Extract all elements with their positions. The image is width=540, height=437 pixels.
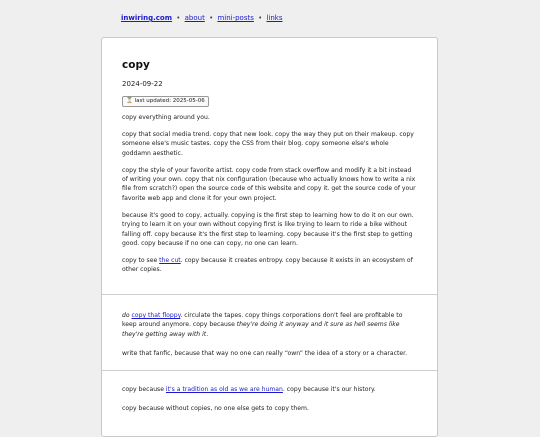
text: . circulate the tapes. copy things corporations don't feel are profitable to keep around anymore. copy because — [122, 312, 403, 329]
text: . copy because it's our history. — [282, 386, 376, 393]
top-nav — [121, 13, 283, 23]
post-section-3 — [122, 385, 419, 424]
paragraph: because it's good to copy, actually. copying is the first step to learning how to do it on our own. trying to learn it on your own without copying first is like trying to learn to ride a bike without falling off. copy because it's the first step to learning. copy because it's the first step to getting good. copy because if no one can copy, no one can learn. — [122, 211, 414, 247]
copy-that-floppy-link[interactable]: copy that floppy — [131, 312, 181, 319]
section-divider — [102, 294, 437, 295]
text: copy to see — [122, 256, 160, 264]
nav-separator: • — [209, 14, 214, 22]
paragraph: write that fanfic, because that way no one can really “own” the idea of a story or a character. — [122, 350, 408, 358]
paragraph: copy that social media trend. copy that new look. copy the way they put on their makeup. copy someone else's music tastes. copy the CSS from their blog. copy someone else's whole goddamn aesthetic. — [122, 130, 414, 157]
emphasis: they're doing it anyway and it sure as hell seems like they're getting away with it — [122, 321, 400, 338]
the-cut-link[interactable]: the cut — [159, 256, 181, 264]
paragraph — [122, 256, 419, 275]
emphasis: do — [122, 312, 130, 319]
section-divider — [102, 370, 437, 371]
post-card — [101, 37, 438, 437]
post-title: copy — [122, 59, 150, 71]
paragraph: copy everything around you. — [122, 114, 210, 121]
nav-link-about[interactable]: about — [184, 14, 205, 22]
post-section-2 — [122, 311, 419, 369]
paragraph — [122, 311, 419, 339]
text: copy because — [122, 386, 166, 393]
text: . — [206, 330, 209, 338]
post-body — [122, 113, 419, 282]
paragraph: copy because without copies, no one else gets to copy them. — [122, 405, 309, 413]
post-date: 2024-09-22 — [122, 80, 163, 88]
nav-separator: • — [176, 14, 181, 22]
tradition-link[interactable]: it's a tradition as old as we are human — [165, 386, 283, 393]
paragraph: copy the style of your favorite artist. copy code from stack overflow and modify it a bit instead of writing your own. copy that nix configuration (because who actually knows how to write a nix file from scratch?) open the source code of this website and copy it. get the source code of your favorite web app and clone it for your own project. — [122, 166, 416, 202]
nav-link-mini-posts[interactable]: mini-posts — [217, 14, 254, 22]
site-brand-link[interactable]: inwiring.com — [121, 14, 173, 22]
nav-link-links[interactable]: links — [266, 14, 283, 22]
text: . copy because it creates entropy. copy because it exists in an ecosystem of other copies. — [122, 256, 413, 274]
last-updated-badge: ⏳ last updated: 2025-05-06 — [122, 96, 209, 107]
nav-separator: • — [258, 14, 263, 22]
paragraph — [122, 385, 419, 394]
